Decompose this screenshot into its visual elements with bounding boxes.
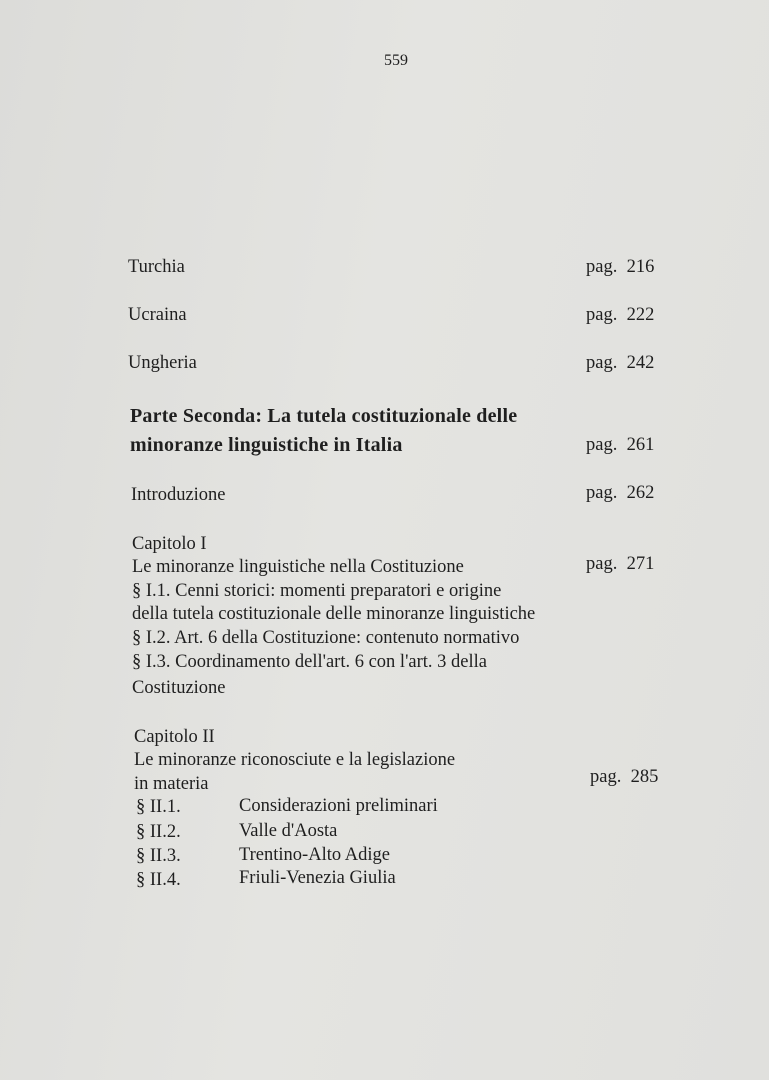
chapter2-section-number: § II.3. (136, 846, 181, 866)
chapter2-section-number: § II.1. (136, 797, 181, 817)
chapter2-page: pag. 285 (590, 767, 659, 787)
part-title-line2: minoranze linguistiche in Italia (130, 434, 403, 456)
chapter2-section-title: Friuli-Venezia Giulia (239, 868, 396, 888)
intro-title: Introduzione (131, 485, 226, 505)
toc-entry-page: pag. 216 (586, 257, 655, 277)
toc-entry-title: Turchia (128, 257, 185, 277)
chapter2-section-title: Considerazioni preliminari (239, 796, 438, 816)
page-number: 559 (384, 52, 408, 69)
part-page: pag. 261 (586, 435, 655, 455)
chapter1-title: Le minoranze linguistiche nella Costituzione (132, 557, 464, 577)
chapter2-section-title: Valle d'Aosta (239, 821, 338, 841)
part-title-line1: Parte Seconda: La tutela costituzionale delle (130, 405, 518, 427)
chapter2-heading: Capitolo II (134, 727, 215, 747)
chapter1-section-line: Costituzione (132, 678, 226, 698)
toc-entry-page: pag. 222 (586, 305, 655, 325)
chapter2-section-title: Trentino-Alto Adige (239, 845, 390, 865)
chapter2-section-number: § II.2. (136, 822, 181, 842)
toc-entry-title: Ucraina (128, 305, 187, 325)
chapter1-section-line: § I.2. Art. 6 della Costituzione: contenuto normativo (132, 628, 520, 648)
chapter1-section-line: della tutela costituzionale delle minoranze linguistiche (132, 604, 536, 624)
toc-entry-title: Ungheria (128, 353, 197, 373)
chapter1-page: pag. 271 (586, 554, 655, 574)
chapter1-heading: Capitolo I (132, 534, 207, 554)
chapter2-title-line1: Le minoranze riconosciute e la legislazione (134, 750, 456, 770)
chapter1-section-line: § I.3. Coordinamento dell'art. 6 con l'art. 3 della (132, 652, 487, 672)
toc-entry-page: pag. 242 (586, 353, 655, 373)
chapter1-section-line: § I.1. Cenni storici: momenti preparatori e origine (132, 581, 502, 601)
chapter2-title-line2: in materia (134, 774, 209, 794)
chapter2-section-number: § II.4. (136, 870, 181, 890)
intro-page: pag. 262 (586, 483, 655, 503)
